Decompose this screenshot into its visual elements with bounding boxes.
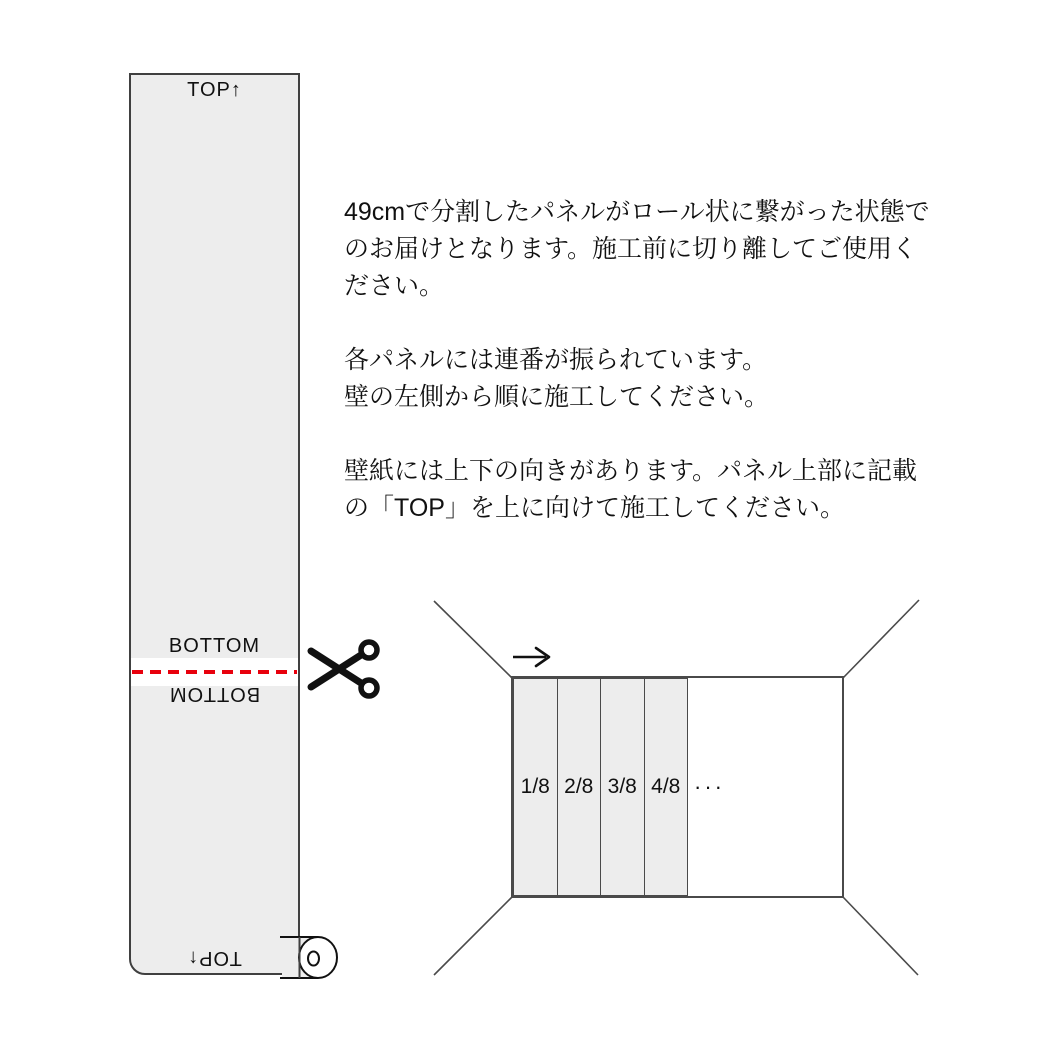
wall-panel-2-label: 2/8 (564, 775, 594, 798)
ceiling-left-line (434, 601, 512, 678)
wallpaper-roll-end-icon (280, 930, 340, 982)
panel-bottom-label-flipped: BOTTOM (168, 683, 261, 705)
wallpaper-roll-panel (129, 73, 300, 975)
roll-core-hole (308, 952, 319, 966)
panel-top-label-flipped: TOP↑ (187, 947, 242, 969)
floor-right-line (843, 897, 918, 975)
wall-panel-1-label: 1/8 (520, 775, 550, 798)
scissors-icon (306, 638, 394, 700)
direction-arrow-icon (513, 648, 549, 666)
wall-diagram (511, 676, 844, 898)
cut-dashed-line (132, 670, 297, 674)
instruction-paragraph-orientation: 壁紙には上下の向きがあります。パネル上部に記載の「TOP」を上に向けて施工してください。 (344, 457, 918, 522)
instruction-line-order: 壁の左側から順に施工してください。 (344, 383, 770, 411)
wall-panel-3 (600, 678, 645, 896)
instruction-paragraph-delivery: 49cmで分割したパネルがロール状に繋がった状態でのお届けとなります。施工前に切り離してご使用ください。 (344, 198, 930, 300)
ceiling-right-line (843, 600, 919, 678)
panel-top-label: TOP↑ (187, 79, 242, 101)
instruction-line-numbering: 各パネルには連番が振られています。 (344, 346, 768, 374)
wall-panel-3-label: 3/8 (607, 775, 637, 798)
wall-panel-4-label: 4/8 (651, 775, 681, 798)
instruction-paragraph-numbering (344, 342, 940, 416)
floor-left-line (434, 897, 512, 975)
more-panels-ellipsis: ··· (694, 774, 725, 799)
wall-panel-4 (644, 678, 689, 896)
instruction-text (344, 194, 940, 527)
wall-panel-1 (513, 678, 558, 896)
wall-panel-2 (557, 678, 602, 896)
panel-bottom-label: BOTTOM (168, 635, 261, 657)
